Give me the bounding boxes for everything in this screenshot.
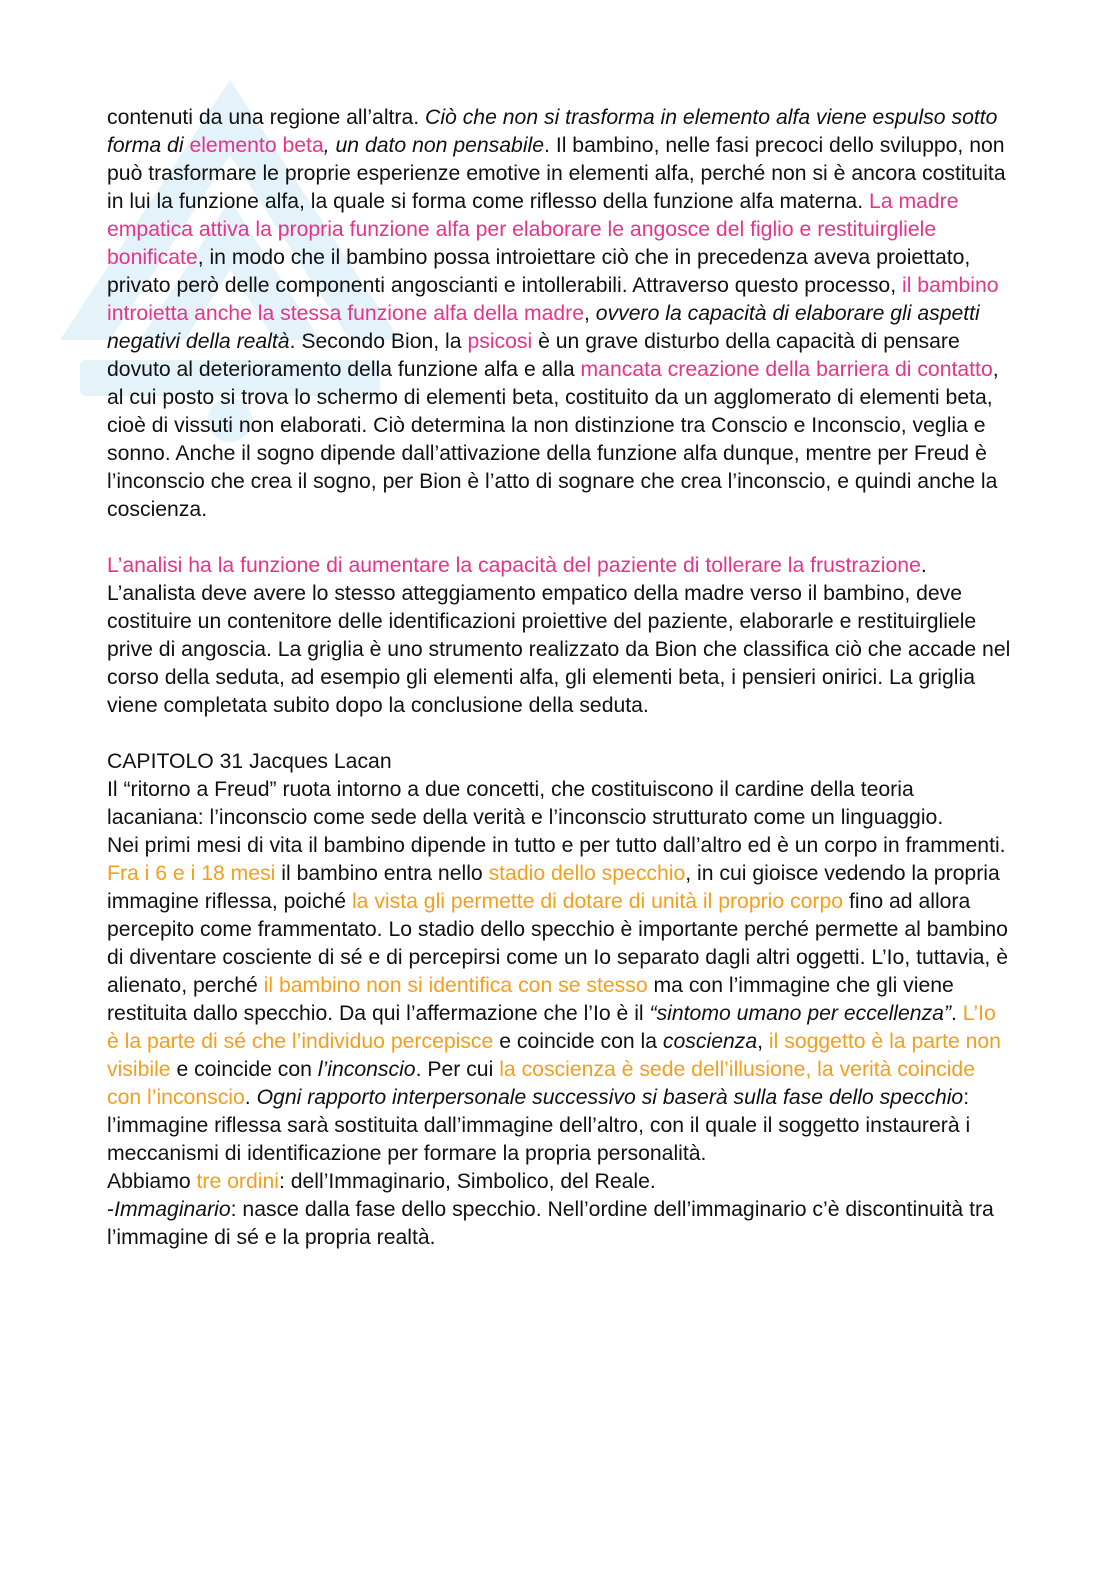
highlighted-text: stadio dello specchio [488,862,686,885]
text-run: , [757,1030,769,1053]
text-run: . Per cui [415,1058,500,1081]
text-run: . Il bambino, nelle fasi precoci dello sviluppo, non può trasformare le proprie esperienze emotive in elementi alfa, perché non si è ancora costituita in lui la funzione alfa, la quale si forma come riflesso della funzione alfa materna. [107,134,1006,213]
highlighted-text: tre ordini [196,1170,279,1193]
text-run: . L’analista deve avere lo stesso atteggiamento empatico della madre verso il bambino, deve costituire un contenitore delle identificazioni proiettive del paziente, elaborarle e restituirgliele prive di angoscia. La griglia è uno strumento realizzato da Bion che classifica ciò che accade nel corso della seduta, ad esempio gli elementi alfa, gli elementi beta, i pensieri onirici. La griglia viene completata subito dopo la conclusione della seduta. [107,554,1011,717]
paragraph-gap [107,720,1012,748]
highlighted-text: il bambino introietta anche la stessa funzione alfa della madre [107,274,999,325]
highlighted-text: L’Io è la parte di sé che l’individuo percepisce [107,1002,996,1053]
text-run: contenuti da una regione all’altra. [107,106,426,129]
text-run: . [951,1002,963,1025]
text-run: : nasce dalla fase dello specchio. Nell’ordine dell’immaginario c’è discontinuità tra l’immagine di sé e la propria realtà. [107,1198,994,1249]
highlighted-text: mancata creazione della barriera di contatto [580,358,993,381]
text-run: : dell’Immaginario, Simbolico, del Reale. [278,1170,656,1193]
text-run: ma con l’immagine che gli viene restituita dallo specchio. Da qui l’affermazione che l’Io è il [107,974,954,1025]
text-run: . [244,1086,257,1109]
italic-text: un dato non pensabile [335,134,545,157]
document-body [107,104,1012,1252]
text-run: , [584,302,596,325]
italic-text: , [323,134,336,157]
highlighted-text: Fra i 6 e i 18 mesi [107,862,276,885]
italic-text: coscienza [662,1030,758,1053]
paragraph-tre-ordini [107,1168,1012,1196]
text-run: , in modo che il bambino possa introiettare ciò che in precedenza aveva proiettato, privato però delle componenti angoscianti e intollerabili. Attraverso questo processo, [107,246,971,297]
text-run: - [107,1198,115,1221]
paragraph-bion-elementi [107,104,1012,524]
italic-text: ovvero la capacità di elaborare gli aspetti negativi della realtà [107,302,980,353]
paragraph-gap [107,524,1012,552]
text-run: fino ad allora percepito come frammentato. Lo stadio dello specchio è importante perché permette al bambino di diventare cosciente di sé e di percepirsi come un Io separato dagli altri oggetti. L’Io, tuttavia, è alienato, perché [107,890,1008,997]
text-run: e coincide con [170,1058,318,1081]
italic-text: “sintomo umano per eccellenza” [649,1002,952,1025]
text-run: è un grave disturbo della capacità di pensare dovuto al deterioramento della funzione alfa e alla [107,330,960,381]
highlighted-text: L’analisi ha la funzione di aumentare la capacità del paziente di tollerare la frustrazione [107,554,921,577]
italic-text: Ogni rapporto interpersonale successivo si baserà sulla fase dello specchio [256,1086,964,1109]
paragraph-immaginario [107,1196,1012,1252]
text-run: : l’immagine riflessa sarà sostituita dall’immagine dell’altro, con il quale il soggetto instaurerà i meccanismi di identificazione per formare la propria personalità. [107,1086,971,1165]
highlighted-text: elemento beta [189,134,324,157]
highlighted-text: la coscienza è sede dell’illusione, la verità coincide con l’inconscio [107,1058,975,1109]
highlighted-text: La madre empatica attiva la propria funzione alfa per elaborare le angosce del figlio e restituirgliele bonificate [107,190,959,269]
italic-text: Ciò che non si trasforma in elemento alfa viene espulso sotto forma di [107,106,998,157]
italic-text: Immaginario [114,1198,231,1221]
highlighted-text: la vista gli permette di dotare di unità il proprio corpo [351,890,844,913]
text-run: CAPITOLO 31 Jacques Lacan [107,750,392,773]
highlighted-text: il soggetto è la parte non visibile [107,1030,1001,1081]
text-run: Il “ritorno a Freud” ruota intorno a due concetti, che costituiscono il cardine della teoria lacaniana: l’inconscio come sede della verità e l’inconscio strutturato come un linguaggio. [107,778,944,829]
text-run: Nei primi mesi di vita il bambino dipende in tutto e per tutto dall’altro ed è un corpo in frammenti. [107,834,1006,857]
text-run: il bambino entra nello [275,862,489,885]
text-run: , in cui gioisce vedendo la propria immagine riflessa, poiché [107,862,1000,913]
highlighted-text: il bambino non si identifica con se stesso [263,974,648,997]
paragraph-stadio-specchio [107,832,1012,1168]
text-run: e coincide con la [493,1030,663,1053]
italic-text: l’inconscio [317,1058,416,1081]
highlighted-text: psicosi [467,330,533,353]
text-run: Abbiamo [107,1170,197,1193]
paragraph-analisi [107,552,1012,720]
text-run: . Secondo Bion, la [289,330,468,353]
chapter-heading [107,748,1012,776]
paragraph-ritorno-a-freud [107,776,1012,832]
text-run: , al cui posto si trova lo schermo di elementi beta, costituito da un agglomerato di elementi beta, cioè di vissuti non elaborati. Ciò determina la non distinzione tra Conscio e Inconscio, veglia e sonno. Anche il sogno dipende dall’attivazione della funzione alfa dunque, mentre per Freud è l’inconscio che crea il sogno, per Bion è l’atto di sognare che crea l’inconscio, e quindi anche la coscienza. [107,358,999,521]
